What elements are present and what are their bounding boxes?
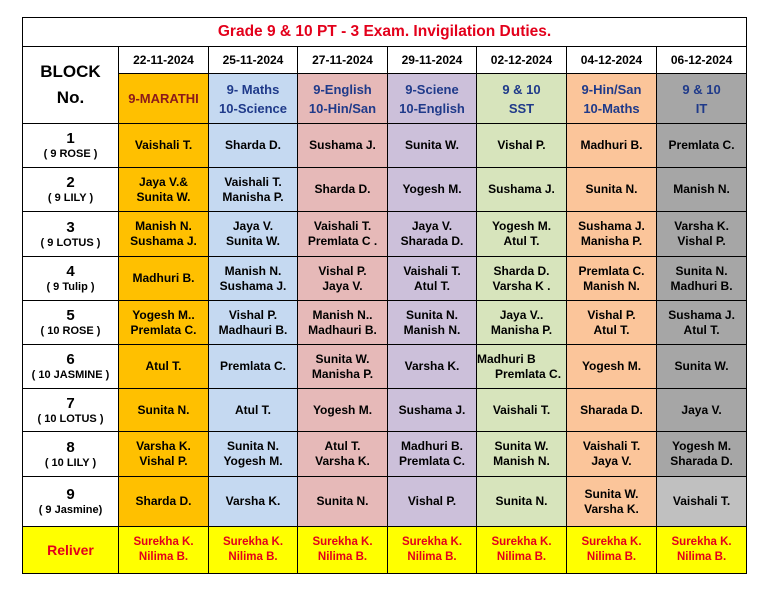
date-header: 27-11-2024 [298, 47, 388, 74]
invigilator-name: Sunita W. [315, 351, 370, 366]
table-row [23, 477, 747, 527]
duty-cell [567, 257, 657, 301]
invigilator-name: Vaishali T. [403, 263, 461, 278]
invigilator-name: Yogesh M. [312, 402, 373, 417]
subject-line: 9-Sciene [405, 81, 459, 97]
duty-cell [567, 212, 657, 257]
reliver-name: Nilima B. [317, 551, 368, 563]
duty-cell [388, 477, 477, 527]
duty-cell [119, 168, 209, 212]
invigilator-name: Sharda D. [314, 182, 371, 196]
invigilator-name: Madhuri B. [580, 138, 643, 152]
invigilator-name: Sunita N. [495, 494, 548, 508]
duty-cell [209, 432, 298, 477]
subject-header [298, 74, 388, 124]
block-number: 7 [66, 394, 75, 412]
invigilator-name: Manish N. [673, 182, 730, 196]
invigilator-name: Vishal P. [228, 307, 278, 322]
invigilator-name: Sunita W. [405, 138, 459, 152]
date-header: 06-12-2024 [657, 47, 747, 74]
invigilator-name: Manisha P. [580, 234, 643, 248]
table-title: Grade 9 & 10 PT - 3 Exam. Invigilation Duties. [23, 18, 747, 47]
invigilator-name: Manish N. [583, 278, 640, 293]
invigilator-name: Atul T. [145, 359, 182, 373]
duty-cell [209, 345, 298, 389]
invigilator-name: Atul T. [235, 402, 271, 417]
subject-line: 9- Maths [226, 81, 280, 97]
invigilator-name: Vaishali T. [313, 219, 372, 233]
reliver-name: Surekha K. [222, 536, 284, 548]
reliver-name: Nilima B. [676, 551, 727, 563]
subject-header [477, 74, 567, 124]
invigilator-name: Atul T. [414, 278, 450, 293]
invigilator-name: Sunita W. [494, 439, 549, 453]
block-classroom: ( 10 ROSE ) [40, 325, 101, 337]
duty-cell [477, 212, 567, 257]
invigilator-name: Manish N. [493, 454, 550, 468]
invigilator-name: Yogesh M. [491, 219, 552, 233]
invigilator-name: Sushama J. [488, 182, 555, 196]
duty-cell [567, 345, 657, 389]
reliver-name: Surekha K. [671, 536, 732, 548]
invigilator-name: Manish N.. [312, 307, 373, 322]
invigilator-name: Madhuri B. [132, 271, 195, 285]
invigilator-name: Yogesh M.. [132, 307, 195, 322]
invigilator-name: Jaya V. [681, 402, 722, 417]
duty-cell [567, 432, 657, 477]
block-label [23, 477, 119, 527]
invigilator-name: Vaishali T. [224, 174, 282, 189]
block-label [23, 212, 119, 257]
invigilation-table [22, 17, 747, 574]
invigilator-name: Jaya V.& [139, 174, 188, 189]
duty-cell [388, 389, 477, 432]
invigilator-name: Yogesh M. [581, 359, 642, 373]
invigilator-name: Varsha K . [492, 278, 551, 293]
invigilator-name: Sharda D. [135, 494, 192, 508]
invigilator-name: Premlata C. [219, 359, 287, 373]
reliver-name: Surekha K. [312, 536, 373, 548]
duty-cell [298, 168, 388, 212]
block-number: 4 [66, 263, 75, 280]
duty-cell [567, 124, 657, 168]
duty-cell [567, 168, 657, 212]
duty-cell [209, 212, 298, 257]
invigilator-name: Sushama J. [219, 278, 287, 293]
invigilator-name: Sharda D. [224, 138, 281, 152]
reliver-cell [209, 527, 298, 574]
duty-cell [477, 257, 567, 301]
invigilator-name: Vaishali T. [134, 138, 193, 152]
invigilator-name: Jaya V. [322, 278, 363, 293]
subject-line: IT [695, 100, 708, 116]
duty-cell [209, 477, 298, 527]
duty-cell [657, 301, 747, 345]
block-classroom: ( 10 JASMINE ) [31, 369, 110, 381]
duty-cell [657, 345, 747, 389]
invigilator-name: Jaya V. [591, 454, 632, 468]
invigilator-name: Jaya V. [411, 219, 453, 233]
subject-line: 9-MARATHI [128, 91, 199, 106]
invigilator-name: Vaishali T. [492, 402, 551, 417]
duty-cell [388, 168, 477, 212]
block-label [23, 168, 119, 212]
invigilator-name: Premlata C . [307, 234, 378, 248]
duty-cell [298, 212, 388, 257]
table-row [23, 345, 747, 389]
invigilator-name: Premlata C. [668, 138, 735, 152]
invigilator-name: Sushama J. [130, 234, 197, 248]
duty-cell [477, 124, 567, 168]
block-number: 9 [66, 486, 75, 503]
invigilator-name: Atul T. [593, 322, 630, 337]
duty-cell [477, 477, 567, 527]
block-label [23, 257, 119, 301]
duty-cell [567, 389, 657, 432]
duty-cell [388, 257, 477, 301]
block-number: 2 [66, 174, 75, 191]
table-row [23, 389, 747, 432]
duty-cell [388, 124, 477, 168]
duty-cell [388, 212, 477, 257]
duty-cell [477, 168, 567, 212]
duty-cell [119, 345, 209, 389]
invigilator-name: Jaya V.. [499, 307, 544, 322]
subject-line: 9-English [313, 81, 372, 97]
invigilator-name: Premlata C. [398, 454, 466, 468]
duty-cell [119, 257, 209, 301]
block-label [23, 124, 119, 168]
invigilator-name: Sunita N. [137, 402, 190, 417]
duty-cell [657, 477, 747, 527]
table-row [23, 432, 747, 477]
invigilator-name: Sunita W. [674, 359, 729, 373]
invigilator-name: Vaishali T. [672, 494, 731, 508]
invigilator-name: Manish N. [135, 219, 192, 233]
duty-cell [119, 389, 209, 432]
block-classroom: ( 10 LOTUS ) [37, 412, 104, 425]
date-header: 02-12-2024 [477, 47, 567, 74]
duty-cell [657, 124, 747, 168]
invigilator-name: Sunita N. [316, 494, 369, 508]
invigilator-name: Manisha P. [222, 189, 284, 204]
duty-cell [209, 124, 298, 168]
duty-cell [119, 477, 209, 527]
date-header: 29-11-2024 [388, 47, 477, 74]
subject-line: 10-Science [219, 100, 287, 116]
invigilator-name: Yogesh M. [402, 182, 462, 196]
invigilator-name: Sushama J. [668, 307, 735, 322]
invigilator-name: Madhuri B [477, 351, 536, 366]
subject-line: 9-Hin/San [581, 81, 642, 97]
block-classroom: ( 9 Jasmine) [38, 504, 103, 516]
reliver-cell [657, 527, 747, 574]
block-label [23, 389, 119, 432]
duty-cell [119, 124, 209, 168]
duty-cell [298, 345, 388, 389]
subject-header [657, 74, 747, 124]
duty-cell [657, 212, 747, 257]
duty-cell [657, 389, 747, 432]
invigilator-name: Jaya V. [232, 219, 274, 233]
invigilator-name: Sunita W. [226, 234, 280, 248]
subject-header [119, 74, 209, 124]
invigilator-name: Madhuri B. [670, 278, 733, 293]
invigilator-name: Varsha K. [674, 219, 729, 233]
date-header: 04-12-2024 [567, 47, 657, 74]
invigilator-name: Vishal P. [497, 138, 546, 152]
block-header-line-2: No. [56, 88, 85, 107]
invigilator-name: Vishal P. [587, 307, 636, 322]
reliver-name: Surekha K. [491, 536, 552, 548]
block-classroom: ( 9 LILY ) [47, 192, 94, 204]
invigilator-name: Atul T. [503, 234, 540, 248]
reliver-name: Nilima B. [228, 551, 278, 563]
reliver-label: Reliver [23, 527, 119, 574]
subject-line: 10-English [399, 100, 465, 116]
invigilator-name: Atul T. [683, 322, 720, 337]
invigilator-name: Madhauri B. [218, 322, 288, 337]
invigilator-name: Sushama J. [578, 219, 645, 233]
reliver-name: Surekha K. [581, 536, 642, 548]
duty-cell [657, 168, 747, 212]
reliver-cell [119, 527, 209, 574]
duty-cell [119, 212, 209, 257]
invigilator-name: Vaishali T. [582, 439, 641, 453]
invigilator-name: Premlata C. [130, 322, 197, 337]
duty-cell [298, 257, 388, 301]
invigilator-name: Madhauri B. [308, 322, 377, 337]
invigilator-name: Varsha K. [404, 359, 460, 373]
duty-cell [298, 124, 388, 168]
reliver-cell [567, 527, 657, 574]
reliver-cell [388, 527, 477, 574]
duty-cell [298, 301, 388, 345]
table-row [23, 168, 747, 212]
invigilator-name: Premlata C. [578, 263, 645, 278]
block-number: 1 [66, 130, 75, 147]
reliver-row [23, 527, 747, 574]
subject-line: 10-Hin/San [308, 100, 377, 116]
block-label [23, 345, 119, 389]
invigilator-name: Varsha K. [584, 501, 639, 516]
duty-cell [298, 477, 388, 527]
invigilator-name: Manisha P. [490, 322, 553, 337]
invigilator-name: Manish N. [224, 263, 282, 278]
invigilator-name: Sharada D. [580, 402, 643, 417]
duty-cell [388, 301, 477, 345]
invigilator-name: Sunita N. [675, 263, 728, 278]
table-row [23, 212, 747, 257]
invigilator-name: Sharada D. [400, 234, 464, 248]
duty-cell [209, 168, 298, 212]
invigilator-name: Vishal P. [677, 234, 726, 248]
duty-sheet [22, 17, 746, 574]
reliver-name: Nilima B. [586, 551, 637, 563]
reliver-name: Nilima B. [407, 551, 457, 563]
invigilator-name: Sunita N. [585, 182, 638, 196]
table-row [23, 301, 747, 345]
duty-cell [209, 257, 298, 301]
duty-cell [567, 301, 657, 345]
block-label [23, 301, 119, 345]
duty-cell [209, 301, 298, 345]
duty-cell [477, 432, 567, 477]
reliver-name: Surekha K. [133, 536, 194, 548]
subject-header [567, 74, 657, 124]
invigilator-name: Sunita N. [226, 439, 279, 453]
block-number: 5 [66, 307, 75, 324]
block-number: 6 [66, 351, 75, 368]
reliver-name: Nilima B. [496, 551, 547, 563]
block-classroom: ( 9 ROSE ) [43, 148, 98, 160]
reliver-name: Nilima B. [138, 551, 189, 563]
invigilator-name: Varsha K. [315, 454, 370, 468]
subject-line: 10-Maths [583, 100, 640, 116]
block-header-line-1: BLOCK [40, 62, 101, 81]
duty-cell [657, 432, 747, 477]
invigilator-name: Manisha P. [311, 366, 374, 381]
duty-cell [477, 345, 567, 389]
duty-cell [119, 432, 209, 477]
invigilator-name: Vishal P. [318, 263, 367, 278]
invigilator-name: Varsha K. [225, 494, 281, 508]
invigilator-name: Madhuri B. [401, 439, 463, 453]
duty-cell [388, 432, 477, 477]
duty-cell [119, 301, 209, 345]
table-row [23, 257, 747, 301]
duty-cell [209, 389, 298, 432]
reliver-cell [477, 527, 567, 574]
duty-cell [298, 389, 388, 432]
block-classroom: ( 10 LILY ) [44, 456, 97, 469]
invigilator-name: Sunita W. [136, 189, 191, 204]
table-row [23, 124, 747, 168]
date-header: 22-11-2024 [119, 47, 209, 74]
block-classroom: ( 9 Tulip ) [46, 281, 95, 293]
reliver-cell [298, 527, 388, 574]
duty-cell [477, 389, 567, 432]
invigilator-name: Sunita N. [405, 307, 458, 322]
reliver-name: Surekha K. [401, 536, 463, 548]
invigilator-name: Sharada D. [670, 454, 733, 468]
duty-cell [477, 301, 567, 345]
date-header: 25-11-2024 [209, 47, 298, 74]
invigilator-name: Atul T. [324, 439, 361, 453]
block-classroom: ( 9 LOTUS ) [40, 236, 101, 249]
invigilator-name: Sharda D. [493, 263, 550, 278]
subject-line: SST [508, 100, 535, 116]
block-number: 3 [66, 218, 75, 236]
invigilator-name: Manish N. [403, 322, 461, 337]
invigilator-name: Yogesh M. [671, 439, 732, 453]
invigilator-name: Varsha K. [136, 439, 191, 453]
duty-cell [298, 432, 388, 477]
subject-header [388, 74, 477, 124]
subject-header [209, 74, 298, 124]
duty-cell [567, 477, 657, 527]
duty-cell [657, 257, 747, 301]
block-number: 8 [66, 438, 75, 456]
invigilator-name: Sunita W. [584, 486, 639, 501]
invigilator-name: Premlata C. [495, 366, 562, 381]
invigilator-name: Yogesh M. [223, 454, 283, 468]
invigilator-name: Sushama J. [398, 402, 466, 417]
subject-line: 9 & 10 [682, 81, 721, 97]
invigilator-name: Vishal P. [139, 454, 188, 468]
block-label [23, 432, 119, 477]
duty-cell [388, 345, 477, 389]
block-header [23, 47, 119, 124]
subject-line: 9 & 10 [502, 81, 541, 97]
invigilator-name: Vishal P. [407, 494, 457, 508]
invigilator-name: Sushama J. [309, 138, 376, 152]
